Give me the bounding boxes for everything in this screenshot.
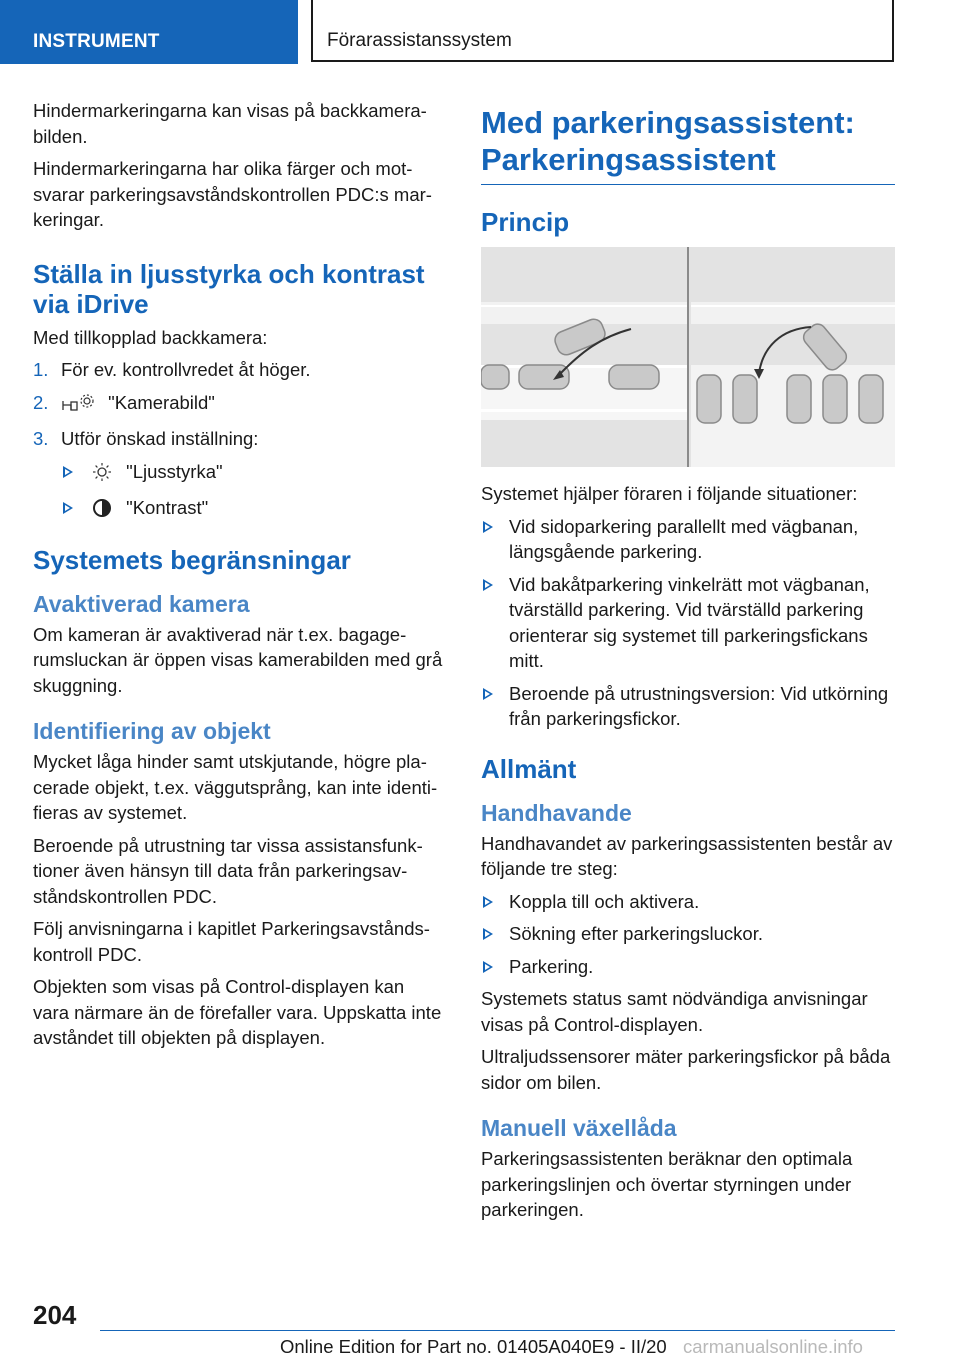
- heading-main: Med parkeringsassistent: Parkeringsassistent: [481, 104, 895, 185]
- principle-list: [481, 514, 895, 732]
- list-text: Koppla till och aktivera.: [509, 890, 700, 912]
- step-text: Utför önskad inställning:: [61, 428, 259, 449]
- list-text: Vid bakåtparkering vinkelrätt mot vägbanan, tvärställd parkering. Vid tvärställd parkering orienterar sig systemet till parkeringsfickans mitt.: [509, 573, 870, 671]
- paragraph: Hindermarkeringarna kan visas på backkamerabilden.: [33, 100, 427, 147]
- brightness-icon: [91, 462, 113, 489]
- paragraph: Följ anvisningarna i kapitlet Parkeringsavståndskontroll PDC.: [33, 918, 430, 965]
- list-text: Sökning efter parkeringsluckor.: [509, 923, 763, 944]
- setting-text: "Kontrast": [126, 497, 209, 518]
- heading-deactivated: Avaktiverad kamera: [33, 590, 250, 617]
- list-text: Parkering.: [509, 955, 594, 977]
- parking-illustration: [481, 247, 895, 467]
- bullet-triangle-icon: [483, 961, 493, 973]
- list-item: [61, 495, 445, 525]
- footer-divider: [100, 1330, 895, 1331]
- paragraph: Om kameran är avaktiverad när t.ex. bagagerumsluckan är öppen visas kamerabilden med grå skuggning.: [33, 623, 443, 696]
- list-item: [33, 426, 445, 452]
- heading-identify: Identifiering av objekt: [33, 718, 271, 744]
- left-column: [33, 98, 445, 1058]
- contrast-icon: [91, 498, 113, 525]
- list-item: [481, 921, 895, 947]
- bullet-triangle-icon: [63, 502, 73, 514]
- list-item: [61, 459, 445, 489]
- bullet-triangle-icon: [483, 896, 493, 908]
- bullet-triangle-icon: [483, 688, 493, 700]
- right-column: [481, 104, 895, 1230]
- heading-brightness: Ställa in ljusstyrka och kontrast via iDrive: [33, 258, 425, 319]
- operation-list: [481, 889, 895, 980]
- step-number: 3.: [33, 428, 49, 449]
- heading-general: Allmänt: [481, 753, 577, 784]
- paragraph: Mycket låga hinder samt utskjutande, högre placerade objekt, t.ex. väggutsprång, kan inte identifieras av systemet.: [33, 751, 438, 823]
- bullet-triangle-icon: [483, 521, 493, 533]
- paragraph: Systemets status samt nödvändiga anvisningar visas på Control-displayen.: [481, 988, 868, 1035]
- page-number: 204: [33, 1300, 77, 1330]
- list-item: [33, 390, 445, 420]
- list-text: Vid sidoparkering parallellt med vägbanan, längsgående parkering.: [509, 515, 859, 562]
- heading-operation: Handhavande: [481, 799, 632, 826]
- step-text: "Kamerabild": [108, 391, 215, 413]
- step-number: 2.: [33, 391, 49, 413]
- heading-limits: Systemets begränsningar: [33, 544, 351, 575]
- section-tab: [0, 0, 298, 64]
- steps-list: [33, 357, 445, 452]
- bullet-triangle-icon: [63, 466, 73, 478]
- paragraph: Ultraljudssensorer mäter parkeringsfickor på båda sidor om bilen.: [481, 1046, 891, 1093]
- chapter-tab: [311, 0, 894, 62]
- bullet-triangle-icon: [483, 579, 493, 591]
- camera-settings-icon: [61, 393, 95, 420]
- paragraph: Hindermarkeringarna har olika färger och motsvarar parkeringsavståndskontrollen PDC:s markeringar.: [33, 158, 432, 230]
- paragraph: Handhavandet av parkeringsassistenten består av följande tre steg:: [481, 832, 893, 879]
- paragraph: Med tillkopplad backkamera:: [33, 326, 268, 348]
- paragraph: Systemet hjälper föraren i följande situationer:: [481, 483, 858, 504]
- heading-principle: Princip: [481, 207, 570, 237]
- step-text: För ev. kontrollvredet åt höger.: [61, 359, 311, 380]
- list-item: [481, 681, 895, 732]
- settings-list: [33, 459, 445, 525]
- paragraph: Beroende på utrustning tar vissa assistansfunktioner även hänsyn till data från parkeringsavståndskontrollen PDC.: [33, 834, 423, 907]
- list-item: [481, 954, 895, 980]
- heading-manual: Manuell växellåda: [481, 1115, 677, 1141]
- list-item: [33, 357, 445, 383]
- list-item: [481, 889, 895, 915]
- watermark: carmanualsonline.info: [683, 1336, 863, 1357]
- list-item: [481, 572, 895, 674]
- bullet-triangle-icon: [483, 928, 493, 940]
- list-text: Beroende på utrustningsversion: Vid utkörning från parkeringsfickor.: [509, 682, 889, 729]
- step-number: 1.: [33, 359, 49, 380]
- edition-text: Online Edition for Part no. 01405A040E9 - II/20: [280, 1336, 667, 1357]
- paragraph: Objekten som visas på Control-displayen kan vara närmare än de förefaller vara. Uppskatta inte avståndet till objekten på displayen.: [33, 976, 442, 1048]
- list-item: [481, 514, 895, 565]
- chapter-title: Förarassistanssystem: [327, 30, 512, 51]
- setting-text: "Ljusstyrka": [126, 460, 223, 482]
- section-title: INSTRUMENT: [33, 31, 160, 52]
- paragraph: Parkeringsassistenten beräknar den optimala parkeringslinjen och övertar styrningen under parkeringen.: [481, 1148, 853, 1220]
